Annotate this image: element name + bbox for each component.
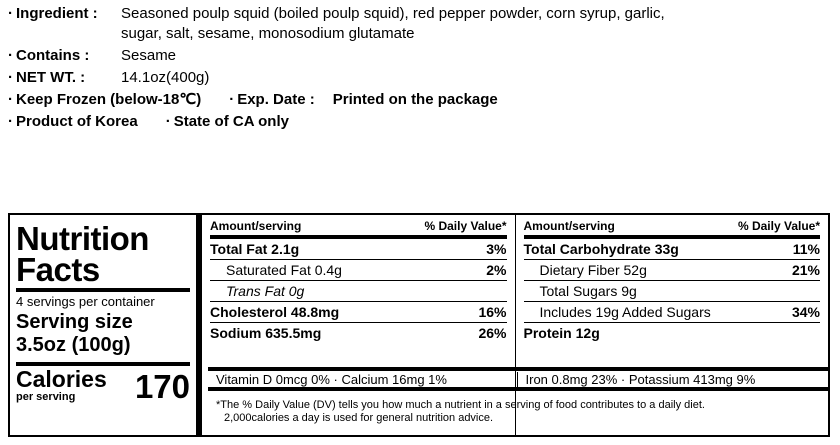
nutrient-name: Dietary Fiber 52g: [539, 262, 647, 278]
footnote-line-2: 2,000calories a day is used for general nutrition advice.: [224, 412, 494, 424]
nutrition-facts-title-line1: Nutrition: [16, 220, 149, 257]
nutrient-row: [524, 323, 821, 343]
nutrition-facts-title: [16, 220, 190, 288]
divider: [16, 288, 190, 292]
bullet-icon: ·: [229, 91, 235, 108]
calories-row: [16, 368, 190, 403]
bullet-icon: ·: [8, 113, 13, 130]
nutrient-dv: 2%: [486, 262, 507, 278]
bullet-icon: ·: [8, 5, 13, 22]
micronutrients-right: Iron 0.8mg 23% · Potassium 413mg 9%: [525, 371, 756, 387]
bullet-icon: ·: [8, 47, 13, 64]
nutrition-facts-panel: [8, 213, 830, 437]
nutrient-row: [210, 323, 507, 343]
nutrient-name: Cholesterol 48.8mg: [210, 304, 340, 320]
ingredient-line-2: sugar, salt, sesame, monosodium glutamate: [121, 25, 415, 42]
nutrient-row: [524, 260, 821, 281]
nutrient-name: Total Sugars 9g: [539, 283, 637, 299]
origin-row: [8, 112, 832, 132]
nutrient-name: Trans Fat 0g: [226, 283, 305, 299]
nutrient-dv: 21%: [791, 262, 820, 278]
ingredient-row: [8, 4, 832, 44]
micronutrients-left: Vitamin D 0mcg 0% · Calcium 16mg 1%: [216, 372, 518, 387]
serving-size-label: Serving size: [16, 311, 133, 333]
nutrient-row: [210, 239, 507, 260]
nutrient-row: [210, 281, 507, 302]
daily-value-header: % Daily Value*: [737, 219, 820, 233]
nutrient-row: [210, 302, 507, 323]
amount-per-serving-header-row: [210, 219, 507, 233]
calories-value: 170: [134, 368, 190, 405]
exp-date-label: Exp. Date :: [237, 91, 315, 108]
exp-date-value: Printed on the package: [332, 91, 498, 108]
micronutrients-row: [208, 367, 828, 391]
ingredient-value: [121, 4, 811, 44]
calories-label: Calories: [16, 366, 107, 392]
daily-value-header: % Daily Value*: [424, 219, 507, 233]
nutrient-dv: 34%: [791, 304, 820, 320]
contains-value: Sesame: [121, 47, 177, 64]
nutrient-name: Includes 19g Added Sugars: [539, 304, 711, 320]
serving-size-value: 3.5oz (100g): [16, 334, 131, 356]
contains-label: Contains :: [16, 47, 90, 64]
state-label: State of CA only: [173, 113, 289, 130]
bullet-icon: ·: [8, 91, 13, 108]
nutrient-row: [524, 281, 821, 302]
nutrition-summary-column: [10, 215, 202, 435]
bullet-icon: ·: [165, 113, 171, 130]
net-weight-value: 14.1oz(400g): [121, 69, 210, 86]
net-weight-row: [8, 68, 832, 88]
nutrient-name: Saturated Fat 0.4g: [226, 262, 342, 278]
daily-value-footnote: [208, 395, 828, 425]
nutrient-row: [524, 302, 821, 323]
calories-sublabel: per serving: [16, 391, 76, 403]
bullet-icon: ·: [8, 69, 13, 86]
nutrient-dv: 3%: [486, 241, 507, 257]
amount-per-serving-header-row: [524, 219, 821, 233]
product-of-label: Product of Korea: [16, 113, 138, 130]
storage-expiry-row: [8, 90, 832, 110]
nutrient-dv: 16%: [478, 304, 507, 320]
nutrient-dv: 26%: [478, 325, 507, 341]
nutrient-row: [210, 260, 507, 281]
product-info-block: [8, 4, 832, 134]
nutrient-dv: 11%: [792, 241, 820, 257]
nutrition-facts-title-line2: Facts: [16, 251, 100, 288]
servings-per-container: 4 servings per container: [16, 294, 155, 309]
nutrient-row: [524, 239, 821, 260]
footnote-line-1: *The % Daily Value (DV) tells you how much a nutrient in a serving of food contributes to a daily diet.: [216, 399, 705, 411]
keep-frozen-label: Keep Frozen (below-18℃): [16, 91, 202, 108]
ingredient-line-1: Seasoned poulp squid (boiled poulp squid), red pepper powder, corn syrup, garlic,: [121, 5, 665, 22]
nutrient-name: Sodium 635.5mg: [210, 325, 322, 341]
amount-per-serving-header: Amount/serving: [523, 219, 615, 233]
amount-per-serving-header: Amount/serving: [210, 219, 302, 233]
nutrient-name: Total Fat 2.1g: [210, 241, 300, 257]
nutrient-name: Protein 12g: [523, 325, 600, 341]
nutrient-name: Total Carbohydrate 33g: [523, 241, 679, 257]
contains-row: [8, 46, 832, 66]
calories-label-group: [16, 368, 107, 403]
net-weight-label: NET WT. :: [16, 69, 86, 86]
ingredient-label: Ingredient :: [16, 5, 98, 22]
